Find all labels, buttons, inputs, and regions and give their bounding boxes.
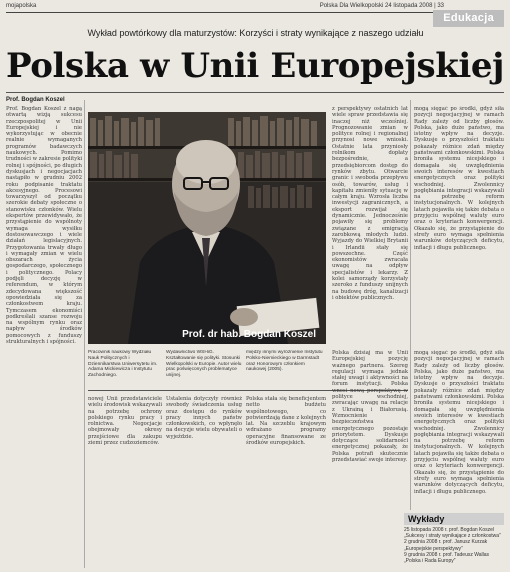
author-bio-1: Pracownik naukowy Wydziału Nauk Politycznych i Dziennikarstwa Uniwersytetu im. Adama Mickiewicza i Instytutu Zachodniego. (88, 350, 158, 379)
lecture-item: 9 grudnia 2008 r. prof. Tadeusz Wallas „Polska i Rada Europy” (404, 551, 490, 565)
text-column-4: nowej Unii przedstawiciele wielu środowisk wskazywali na potrzebę ochrony polskiego rynku pracy i rolnictwa. Negocjacje obejmowały okresy przejściowe dla zakupu ziemi przez cudzoziemców. (88, 396, 162, 447)
section-label: Edukacja (433, 10, 504, 27)
article-title: Polska w Unii Europejskiej (6, 46, 505, 86)
article-byline: Prof. Bogdan Koszel (6, 97, 65, 103)
author-bio-3: między innymi wyróżnienie Instytutu Polsko-Niemieckiego w Darmstadt oraz Honorowym członkiem naukowej (2005). (246, 350, 323, 373)
text-column-8: mogą sięgać po środki, gdyż siła pozycji negocjacyjnej w ramach Rady zależy od liczby głosów. Polska, jako duże państwo, ma istotny wpływ na decyzje. Dyskusje o przyszłości traktatu pokazały różnice zdań między państwami członkowskimi. Polska broniła systemu nicejskiego i domagała się uwzględnienia swoich interesów w kwestiach energetycznych oraz polityki wschodniej. Zwolennicy pogłębiania integracji wskazywali na potrzebę reform instytucjonalnych. W kolejnych latach pojawiła się także debata o przyjęciu wspólnej waluty euro oraz o kryteriach konwergencji. Okazało się, że przystąpienie do strefy euro wymaga spełnienia warunków dotyczących deficytu, inflacji i długu publicznego. (414, 350, 504, 495)
portrait-illustration (88, 112, 326, 344)
text-column-5: Ustalenia dotyczyły również swobody świadczenia usług oraz dostępu do rynków pracy innych państw członkowskich, co wpłynęło na decyzje wielu obywateli o wyjeździe. (166, 396, 242, 440)
lectures-list (404, 527, 504, 572)
lectures-heading: Wykłady (404, 513, 504, 525)
title-rule (6, 92, 504, 93)
author-photo (88, 112, 326, 344)
text-column-3: mogą sięgać po środki, gdyż siła pozycji negocjacyjnej w ramach Rady zależy od liczby głosów. Polska, jako duże państwo, ma istotny wpływ na decyzje. Dyskusje o przyszłości traktatu pokazały różnice zdań między państwami członkowskimi. Polska broniła systemu nicejskiego i domagała się uwzględnienia swoich interesów w kwestiach energetycznych oraz polityki wschodniej. Zwolennicy pogłębiania integracji wskazywali na potrzebę reform instytucjonalnych. W kolejnych latach pojawiła się także debata o przyjęciu wspólnej waluty euro oraz o kryteriach konwergencji. Okazało się, że przystąpienie do strefy euro wymaga spełnienia warunków dotyczących deficytu, inflacji i długu publicznego. (414, 106, 504, 251)
photo-caption: Prof. dr hab. Bogdan Koszel (182, 329, 316, 340)
text-column-1: Prof. Bogdan Koszel z nagą otwartą wizją sukcesu rzeczpospolitej w Unii Europejskiej i nie wykorzystując w obecnie realnie wymaganych programów badawczych naukowych. Pomimo trudności w zakresie polityki rolnej i spójności, po długich dyskusjach i negocjacjach nastąpiło w grudniu 2002 roku podpisanie traktatu akcesyjnego. Procesowi towarzyszył od początku szerokie debaty społeczne o stanowisku członków. Wielu ekspertów przewidywało, że przystąpienie do wspólnoty wymaga wysiłku dostosowawczego i wiele działań legislacyjnych. Przygotowania trwały długo i wymagały zmian w wielu obszarach życia gospodarczego, społecznego i politycznego. Polacy podjęli decyzję w referendum, w którym zdecydowana większość opowiedziała się za członkostwem kraju. Tymczasem ekonomiści podkreślali szanse rozwoju na wspólnym rynku oraz napływ środków pomocowych z funduszy strukturalnych i spójności. (6, 106, 82, 345)
text-column-2: z perspektywy ostatnich lat wiele spraw przedstawia się inaczej niż wcześniej. Prognozowanie zmian w polityce rolnej i regionalnej przynosi nowe wnioski. Ostatnie lata przyniosły rolnikom dopłaty bezpośrednie, a przedsiębiorcom dostęp do rynków zbytu. Otwarcie granic i swoboda przepływu osób, towarów, usług i kapitału zmieniły sytuację w całym kraju. Wzrosła liczba inwestycji zagranicznych, a eksport rozwijał się dynamicznie. Jednocześnie pojawiły się problemy związane z emigracją zarobkową młodych ludzi. Wyjazdy do Wielkiej Brytanii i Irlandii stały się powszechne. Część ekonomistów zwracała uwagę na odpływ specjalistów i lekarzy. Z kolei samorządy korzystały szeroko z funduszy unijnych na budowę dróg, kanalizacji i obiektów publicznych. (332, 106, 408, 301)
text-column-7: Polska dzisiaj ma w Unii Europejskiej pozycję ważnego partnera. Szereg regulacji wymaga jednak stałej uwagi i aktywności na forum instytucji. Polska wnosi nową perspektywę w polityce wschodniej, zwracając uwagę na relacje z Ukrainą i Białorusią. Wzmocnienie bezpieczeństwa energetycznego pozostaje priorytetem. Dyskusje dotyczące solidarności energetycznej pokazały, że Polska potrafi skutecznie przedstawiać swoje interesy. (332, 350, 408, 464)
text-column-6: Polska stała się beneficjentem netto budżetu wspólnotowego, co potwierdzają dane z kolejnych lat. Na szczeblu krajowym wdrażano programy operacyjne finansowane ze środków europejskich. (246, 396, 326, 447)
column-divider (84, 100, 85, 568)
column-divider (410, 100, 411, 510)
lecture-item: 2 grudnia 2008 r. prof. Janusz Kurzak „Europejskie perspektywy” (404, 539, 488, 552)
lecture-item: 25 listopada 2008 r. prof. Bogdan Koszel „Sukcesy i straty wynikające z członkostwa” (404, 527, 501, 540)
page-header-bar (6, 0, 504, 13)
header-right-text: Polska Dla Wielkopolski 24 listopada 2008 | 33 (319, 3, 444, 9)
author-bio-2: Wydawnictwo WSHiG. Kształtowanie się polityki. Stosunki Wielkopolski w Europie. Autor wielu prac poświęconych problematyce unijnej. (166, 350, 242, 379)
article-lead: Wykład powtórkowy dla maturzystów: Korzyści i straty wynikające z naszego udziału (87, 28, 424, 38)
header-left-text: mojapolska (6, 3, 37, 9)
